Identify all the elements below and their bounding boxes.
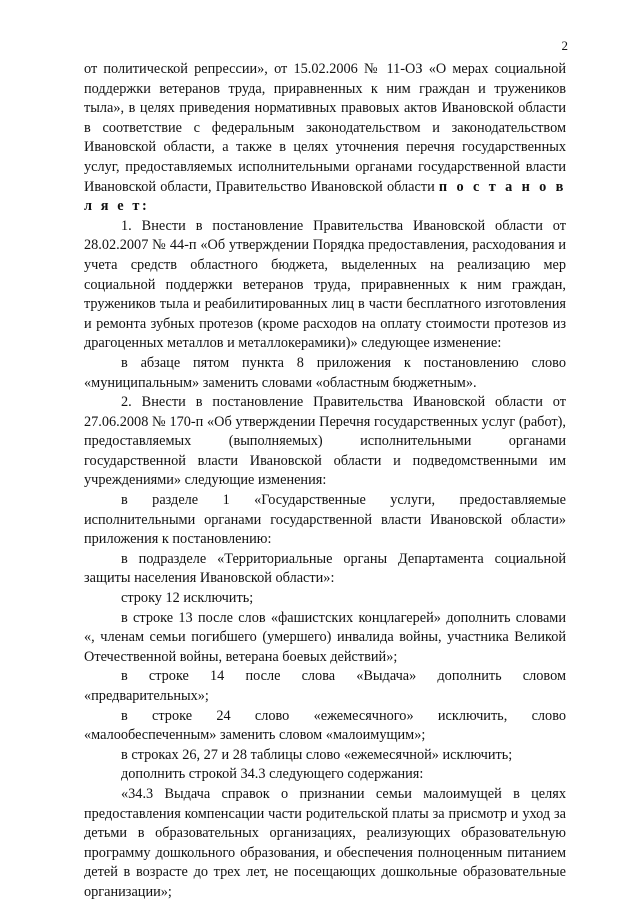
paragraph-section-1: в разделе 1 «Государственные услуги, предоставляемые исполнительными органами государственной власти Ивановской области» приложения к постановлению: [84,492,566,548]
paragraph-rows-26-28: в строках 26, 27 и 28 таблицы слово «ежемесячной» исключить; [121,746,513,763]
paragraph-row-12: строку 12 исключить; [121,590,254,607]
paragraph-preamble [84,60,566,217]
paragraph-row-34-3: «34.3 Выдача справок о признании семьи малоимущей в целях предоставления компенсации части родительской платы за присмотр и уход за детьми в образовательных организациях, реализующих образовательную программу дошкольного образования, и обеспечения полноценным питанием детей в возрасте до трех лет, не посещающих дошкольные образовательные организации»; [84,785,566,900]
paragraph-item-2: 2. Внести в постановление Правительства Ивановской области от 27.06.2008 № 170-п «Об утверждении Перечня государственных услуг (работ), предоставляемых (выполняемых) исполнительными органами государственной власти Ивановской области и подведомственными им учреждениями» следующие изменения: [84,394,566,489]
paragraph-subsection: в подразделе «Территориальные органы Департамента социальной защиты населения Ивановской области»: [84,550,566,587]
paragraph-row-13: в строке 13 после слов «фашистских концлагерей» дополнить словами «, членам семьи погибшего (умершего) инвалида войны, участника Великой Отечественной войны, ветерана боевых действий»; [84,609,566,665]
paragraph-item-1: 1. Внести в постановление Правительства Ивановской области от 28.02.2007 № 44-п «Об утверждении Порядка предоставления, расходования и учета средств областного бюджета, выделенных на реализацию мер социальной поддержки ветеранов труда, приравненных к ним граждан, тружеников тыла и реабилитированных лиц в части бесплатного изготовления и ремонта зубных протезов (кроме расходов на оплату стоимости протезов из драгоценных металлов и металлокерамики)» следующее изменение: [84,217,566,352]
paragraph-item-1-change: в абзаце пятом пункта 8 приложения к постановлению слово «муниципальным» заменить словами «областным бюджетным». [84,354,566,391]
document-body [84,60,566,903]
paragraph-text: от политической репрессии», от 15.02.2006 № 11-ОЗ «О мерах социальной поддержки ветеранов труда, приравненных к ним граждан и тружеников тыла», в целях приведения нормативных правовых актов Ивановской области в соответствие с федеральным законодательством и законодательством Ивановской области, а также в целях уточнения перечня государственных услуг, предоставляемых исполнительными органами государственной власти Ивановской области, Правительство Ивановской области [84,61,566,195]
resolution-word: п о с т а н о в л я е т: [84,178,566,215]
paragraph-row-14: в строке 14 после слова «Выдача» дополнить словом «предварительных»; [84,668,566,704]
paragraph-add-row: дополнить строкой 34.3 следующего содержания: [121,766,424,783]
page-number: 2 [561,38,568,53]
paragraph-row-24: в строке 24 слово «ежемесячного» исключить, слово «малообеспеченным» заменить словом «малоимущим»; [84,707,566,744]
